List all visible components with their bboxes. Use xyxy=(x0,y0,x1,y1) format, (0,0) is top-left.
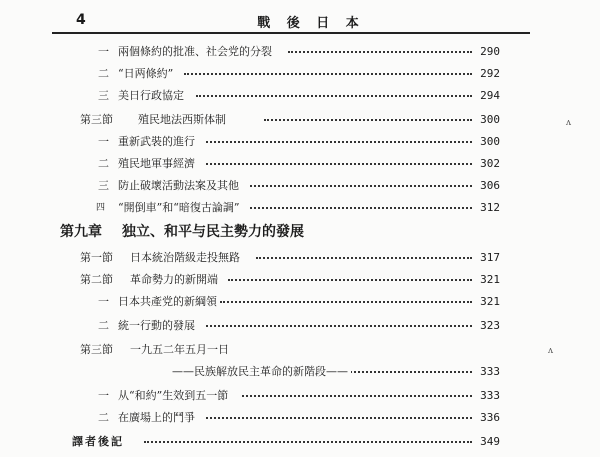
toc-entry xyxy=(60,270,500,290)
toc-entry xyxy=(60,340,500,360)
chapter-number: 第九章 xyxy=(60,224,102,240)
entry-title: 殖民地法西斯体制 xyxy=(138,110,229,130)
entry-page: 333 xyxy=(480,389,500,402)
toc-entry xyxy=(60,176,500,196)
entry-title: “日两條約” xyxy=(118,64,176,84)
entry-marker: 一 xyxy=(98,295,109,308)
toc-entry xyxy=(60,408,500,428)
entry-marker: 三 xyxy=(98,179,109,192)
entry-marker: 第三節 xyxy=(80,113,113,126)
toc-entry xyxy=(60,362,500,382)
toc-entry xyxy=(60,316,500,336)
leader-dots xyxy=(256,257,472,259)
entry-title: 統一行動的發展 xyxy=(118,316,198,336)
leader-dots xyxy=(184,73,472,75)
leader-dots xyxy=(144,441,472,443)
leader-dots xyxy=(206,163,472,165)
leader-dots xyxy=(206,417,472,419)
entry-marker: 一 xyxy=(98,389,109,402)
leader-dots xyxy=(206,325,472,327)
leader-dots xyxy=(196,95,472,97)
entry-marker: 一 xyxy=(98,135,109,148)
entry-title: 日本統治階級走投無路 xyxy=(130,248,243,268)
afterword-title: 譯者後記 xyxy=(72,432,127,452)
leader-dots xyxy=(264,119,472,121)
scan-speck: ʌ xyxy=(566,118,572,128)
leader-dots xyxy=(338,371,472,373)
page-header xyxy=(52,10,530,34)
leader-dots xyxy=(250,207,472,209)
toc-entry xyxy=(60,132,500,152)
entry-title: 一九五二年五月一日 xyxy=(130,340,232,360)
entry-marker: 四 xyxy=(96,203,106,213)
running-title: 戰 後 日 本 xyxy=(257,16,365,31)
leader-dots xyxy=(206,141,472,143)
entry-page: 323 xyxy=(480,319,500,332)
leader-dots xyxy=(220,301,472,303)
toc-entry xyxy=(60,432,500,452)
toc-entry xyxy=(60,110,500,130)
entry-title: 从“和約”生效到五一節 xyxy=(118,386,231,406)
toc-entry xyxy=(60,154,500,174)
entry-marker: 三 xyxy=(98,89,109,102)
entry-page: 333 xyxy=(480,365,500,378)
toc-entry xyxy=(60,42,500,62)
entry-page: 294 xyxy=(480,89,500,102)
entry-page: 349 xyxy=(480,435,500,448)
entry-title: 重新武裝的進行 xyxy=(118,132,198,152)
entry-page: 317 xyxy=(480,251,500,264)
toc-entry xyxy=(60,198,500,218)
entry-title: 防止破壞活動法案及其他 xyxy=(118,176,242,196)
entry-page: 302 xyxy=(480,157,500,170)
entry-marker: 第三節 xyxy=(80,343,113,356)
toc-entry xyxy=(60,86,500,106)
entry-marker: 第一節 xyxy=(80,251,113,264)
entry-title: 日本共產党的新綱領 xyxy=(118,292,220,312)
toc-entry xyxy=(60,248,500,268)
entry-page: 300 xyxy=(480,135,500,148)
entry-page: 292 xyxy=(480,67,500,80)
entry-page: 312 xyxy=(480,201,500,214)
toc-entry xyxy=(60,292,500,312)
entry-title: “開倒車”和“暗復古論調” xyxy=(118,198,243,218)
scan-speck: ʌ xyxy=(548,346,554,356)
leader-dots xyxy=(250,185,472,187)
entry-page: 300 xyxy=(480,113,500,126)
entry-marker: 二 xyxy=(98,411,109,424)
entry-page: 321 xyxy=(480,273,500,286)
page-number: 4 xyxy=(76,12,86,28)
toc-entry xyxy=(60,386,500,406)
entry-marker: 一 xyxy=(98,45,109,58)
leader-dots xyxy=(228,279,472,281)
entry-title: 殖民地軍事經濟 xyxy=(118,154,198,174)
leader-dots xyxy=(242,395,472,397)
entry-title: 革命勢力的新開端 xyxy=(130,270,221,290)
entry-title: 在廣場上的鬥爭 xyxy=(118,408,198,428)
entry-page: 290 xyxy=(480,45,500,58)
entry-title: 美日行政協定 xyxy=(118,86,187,106)
toc-entry xyxy=(60,64,500,84)
entry-marker: 二 xyxy=(98,67,109,80)
entry-subtitle: ——民族解放民主革命的新階段—— xyxy=(172,362,351,382)
entry-page: 306 xyxy=(480,179,500,192)
entry-marker: 第二節 xyxy=(80,273,113,286)
entry-marker: 二 xyxy=(98,319,109,332)
entry-title: 兩個條約的批准、社会党的分裂 xyxy=(118,42,275,62)
chapter-title: 独立、和平与民主勢力的發展 xyxy=(122,220,307,244)
chapter-heading xyxy=(60,220,500,244)
entry-page: 336 xyxy=(480,411,500,424)
entry-page: 321 xyxy=(480,295,500,308)
leader-dots xyxy=(288,51,472,53)
entry-marker: 二 xyxy=(98,157,109,170)
